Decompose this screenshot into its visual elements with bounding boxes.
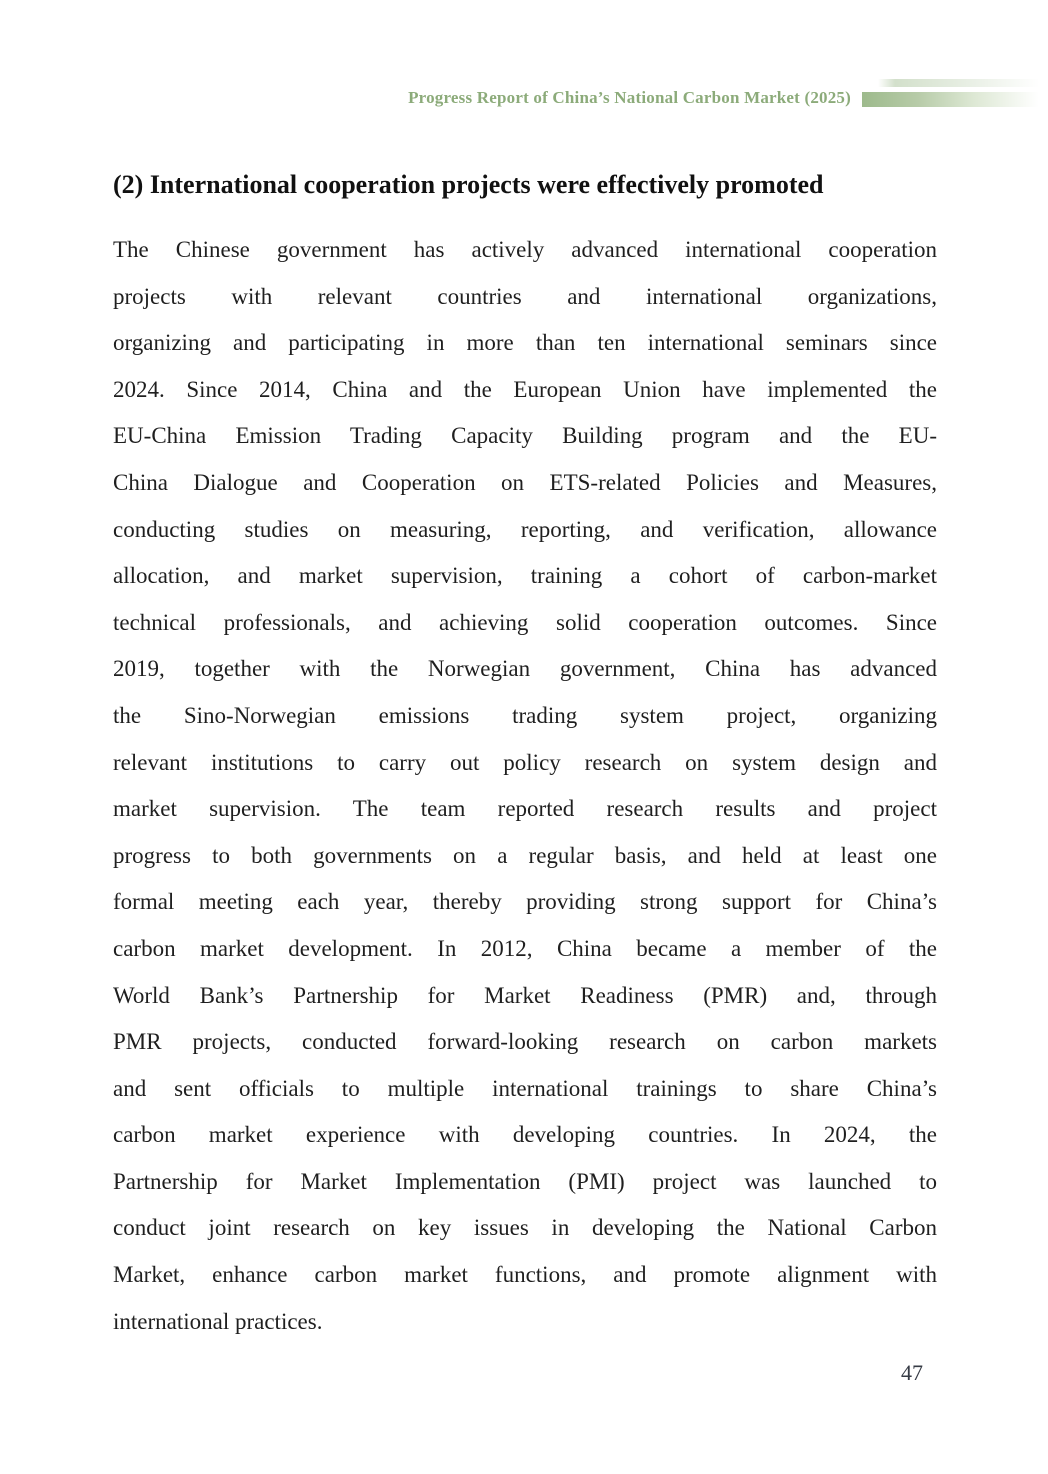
running-header-title: Progress Report of China’s National Carbon Market (2025)	[408, 88, 851, 107]
paragraph-line: market supervision. The team reported research results and project	[113, 796, 937, 822]
paragraph-line: PMR projects, conducted forward-looking research on carbon markets	[113, 1029, 937, 1055]
paragraph	[113, 227, 937, 1345]
paragraph-line: Market, enhance carbon market functions, and promote alignment with	[113, 1262, 937, 1288]
paragraph-line: World Bank’s Partnership for Market Readiness (PMR) and, through	[113, 982, 937, 1008]
paragraph-line: relevant institutions to carry out policy research on system design and	[113, 749, 937, 775]
paragraph-line: progress to both governments on a regular basis, and held at least one	[113, 842, 937, 868]
header-gradient-bar-faint	[878, 79, 1048, 87]
paragraph-line: technical professionals, and achieving solid cooperation outcomes. Since	[113, 609, 937, 635]
paragraph-line: conduct joint research on key issues in developing the National Carbon	[113, 1215, 937, 1241]
paragraph-line: 2019, together with the Norwegian government, China has advanced	[113, 656, 937, 682]
paragraph-line: formal meeting each year, thereby providing strong support for China’s	[113, 889, 937, 915]
paragraph-line: organizing and participating in more than ten international seminars since	[113, 330, 937, 356]
paragraph-line: China Dialogue and Cooperation on ETS-related Policies and Measures,	[113, 469, 937, 495]
paragraph-line: Partnership for Market Implementation (PMI) project was launched to	[113, 1168, 937, 1194]
paragraph-line: 2024. Since 2014, China and the European Union have implemented the	[113, 376, 937, 402]
paragraph-line: conducting studies on measuring, reporting, and verification, allowance	[113, 516, 937, 542]
paragraph-line: international practices.	[113, 1308, 323, 1334]
paragraph-line: projects with relevant countries and international organizations,	[113, 283, 937, 309]
paragraph-line: carbon market experience with developing countries. In 2024, the	[113, 1122, 937, 1148]
paragraph-line: carbon market development. In 2012, China became a member of the	[113, 935, 937, 961]
header-gradient-bar	[862, 92, 1048, 107]
paragraph-line: and sent officials to multiple international trainings to share China’s	[113, 1075, 937, 1101]
section-heading: (2) International cooperation projects were effectively promoted	[113, 170, 824, 199]
page-number: 47	[901, 1360, 923, 1385]
paragraph-line: allocation, and market supervision, training a cohort of carbon-market	[113, 563, 937, 589]
paragraph-line: the Sino-Norwegian emissions trading system project, organizing	[113, 702, 937, 728]
paragraph-line: The Chinese government has actively advanced international cooperation	[113, 237, 937, 262]
paragraph-line: EU-China Emission Trading Capacity Building program and the EU-	[113, 423, 937, 449]
